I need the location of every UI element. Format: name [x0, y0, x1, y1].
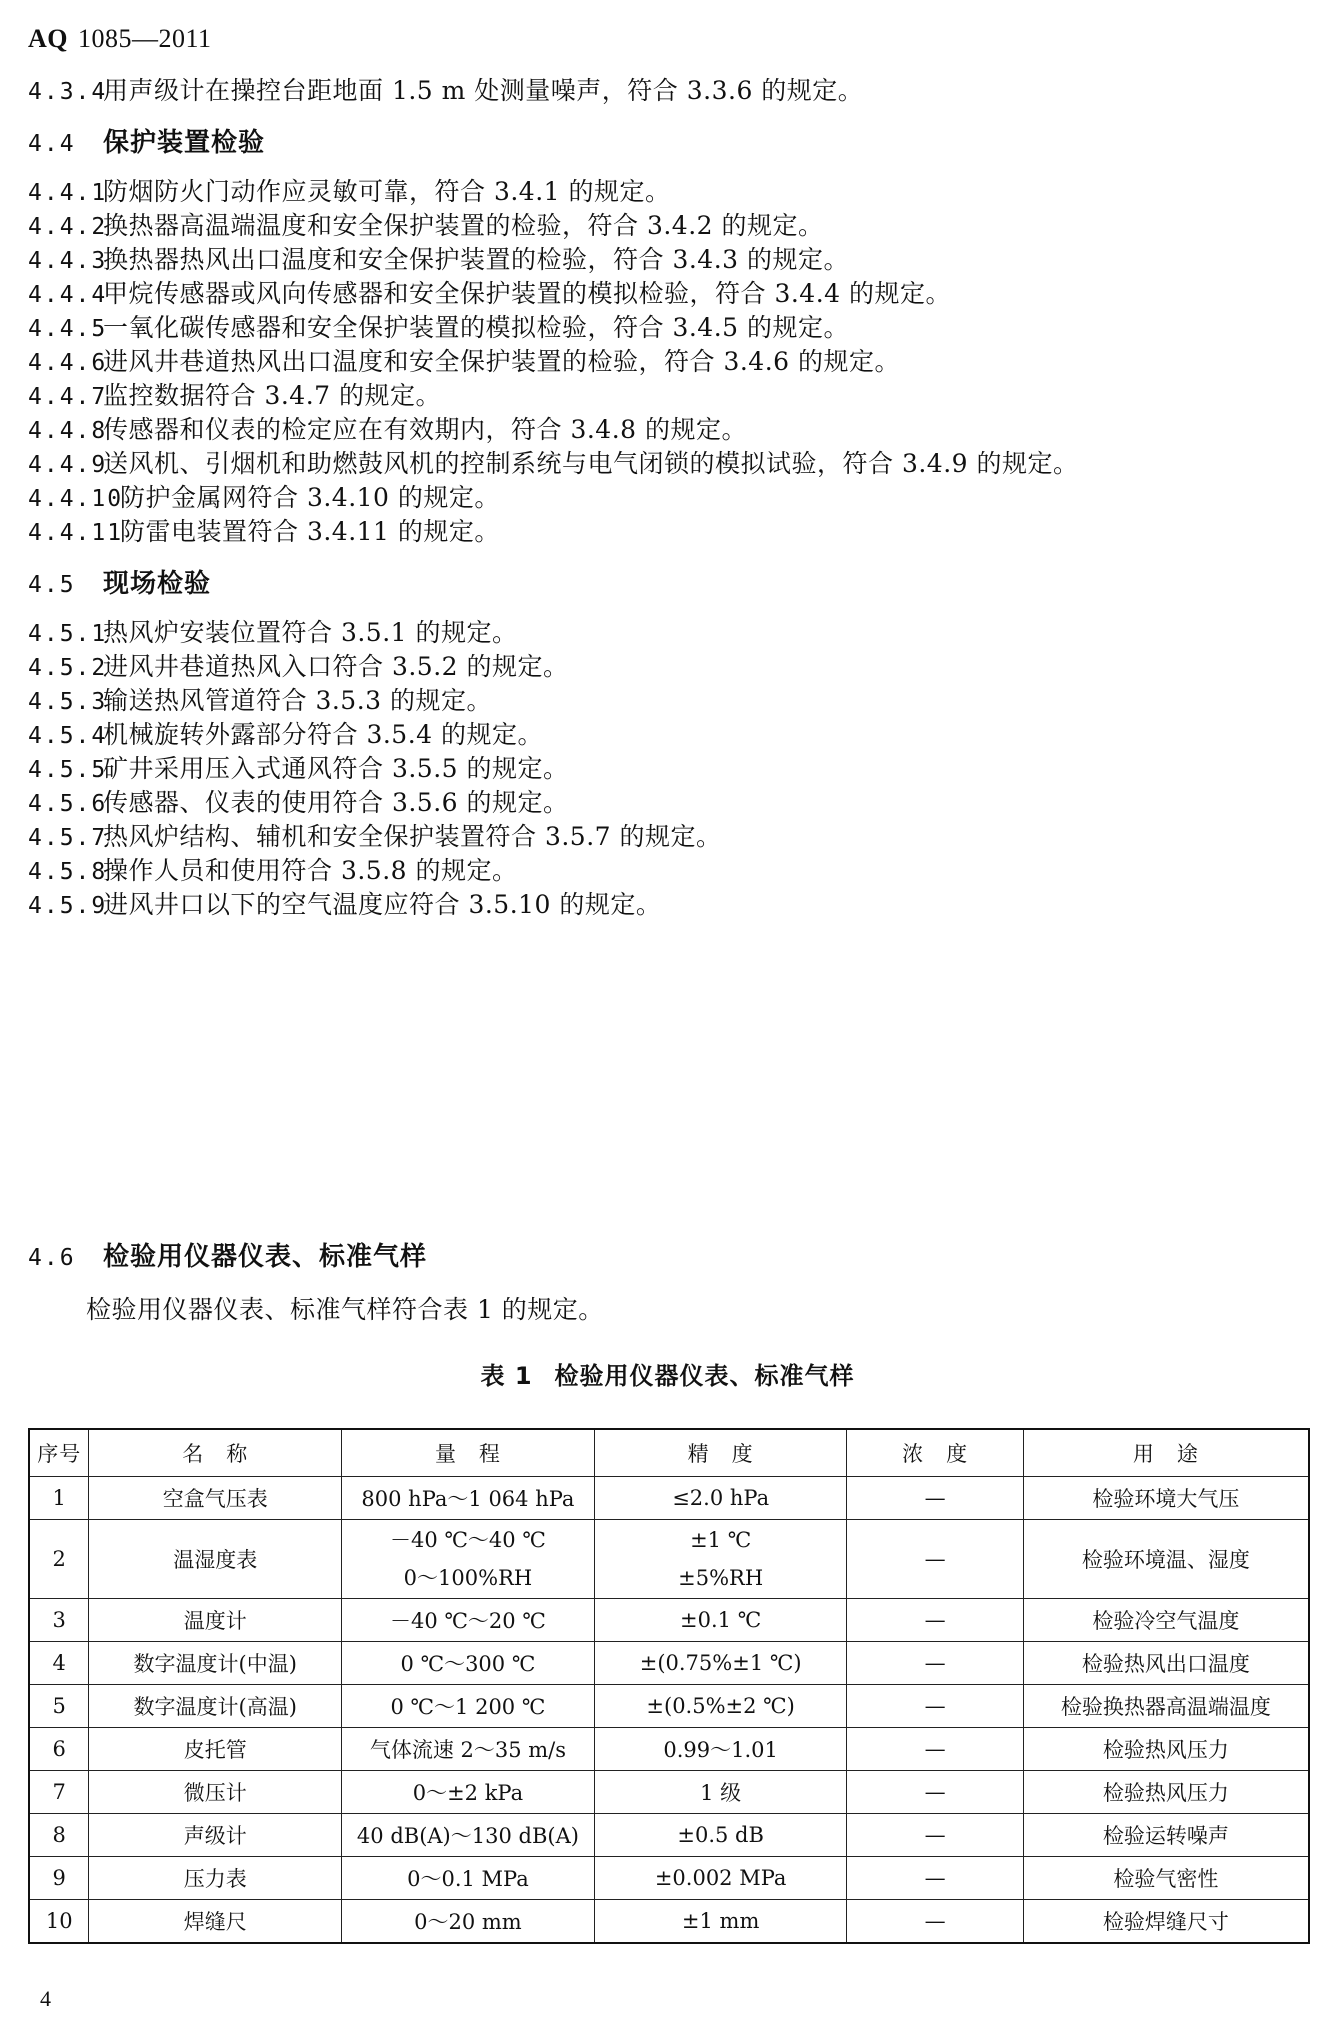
cell-range: 40 dB(A)～130 dB(A)	[342, 1814, 595, 1857]
table-row	[29, 1642, 1309, 1685]
clause-4-4-1	[28, 175, 671, 210]
table-caption	[0, 1356, 1335, 1391]
page-header	[28, 24, 212, 54]
cell-use: 检验气密性	[1023, 1857, 1309, 1900]
cell-range: 0～±2 kPa	[342, 1771, 595, 1814]
clause-4-4-2	[28, 209, 824, 244]
cell-range	[342, 1520, 595, 1599]
cell-use: 检验环境温、湿度	[1023, 1520, 1309, 1599]
standard-code: AQ	[28, 24, 68, 53]
clause-text: 传感器、仪表的使用符合 3.5.6 的规定。	[103, 788, 569, 817]
clause-4-5-5	[28, 752, 569, 787]
section-number: 4.6	[28, 1245, 76, 1271]
section-title: 检验用仪器仪表、标准气样	[103, 1242, 428, 1272]
cell-no: 4	[29, 1642, 89, 1685]
section-4-6-heading	[28, 1240, 427, 1275]
cell-concentration: —	[847, 1477, 1023, 1520]
clause-4-5-2	[28, 650, 569, 685]
cell-precision: ±1 mm	[594, 1900, 847, 1944]
clause-text: 监控数据符合 3.4.7 的规定。	[103, 381, 442, 410]
cell-concentration: —	[847, 1520, 1023, 1599]
clause-number: 4.4.5	[28, 316, 108, 342]
cell-use: 检验换热器高温端温度	[1023, 1685, 1309, 1728]
cell-no: 3	[29, 1599, 89, 1642]
clause-number: 4.3.4	[28, 79, 108, 105]
cell-name: 压力表	[89, 1857, 342, 1900]
cell-precision-line: ±1 ℃	[690, 1528, 752, 1552]
clause-number: 4.5.7	[28, 825, 108, 851]
cell-range-line: －40 ℃～40 ℃	[390, 1528, 546, 1552]
table-header-row	[29, 1429, 1309, 1477]
clause-4-4-4	[28, 277, 951, 312]
section-number: 4.4	[28, 131, 76, 157]
clause-4-5-4	[28, 718, 543, 753]
cell-precision	[594, 1520, 847, 1599]
clause-4-4-8	[28, 413, 747, 448]
clause-number: 4.4.1	[28, 180, 108, 206]
paragraph-4-6: 检验用仪器仪表、标准气样符合表 1 的规定。	[86, 1295, 604, 1324]
cell-concentration: —	[847, 1728, 1023, 1771]
cell-name: 数字温度计(中温)	[89, 1642, 342, 1685]
clause-text: 防雷电装置符合 3.4.11 的规定。	[120, 517, 500, 546]
cell-use: 检验热风压力	[1023, 1771, 1309, 1814]
cell-concentration: —	[847, 1599, 1023, 1642]
clause-number: 4.4.3	[28, 248, 108, 274]
clause-text: 一氧化碳传感器和安全保护装置的模拟检验，符合 3.4.5 的规定。	[103, 313, 850, 342]
cell-use: 检验热风出口温度	[1023, 1642, 1309, 1685]
cell-name: 温度计	[89, 1599, 342, 1642]
clause-4-4-3	[28, 243, 849, 278]
cell-precision: ±(0.75%±1 ℃)	[594, 1642, 847, 1685]
clause-4-4-7	[28, 379, 441, 414]
cell-name: 皮托管	[89, 1728, 342, 1771]
clause-text: 甲烷传感器或风向传感器和安全保护装置的模拟检验，符合 3.4.4 的规定。	[103, 279, 952, 308]
clause-number: 4.4.10	[28, 486, 124, 512]
clause-text: 防护金属网符合 3.4.10 的规定。	[120, 483, 500, 512]
cell-name: 微压计	[89, 1771, 342, 1814]
col-header-concentration: 浓 度	[847, 1429, 1023, 1477]
clause-text: 进风井口以下的空气温度应符合 3.5.10 的规定。	[103, 890, 662, 919]
cell-range: 800 hPa～1 064 hPa	[342, 1477, 595, 1520]
cell-concentration: —	[847, 1771, 1023, 1814]
cell-no: 1	[29, 1477, 89, 1520]
cell-name: 声级计	[89, 1814, 342, 1857]
section-title: 保护装置检验	[103, 128, 266, 158]
cell-use: 检验热风压力	[1023, 1728, 1309, 1771]
clause-4-5-9	[28, 888, 661, 923]
cell-range: －40 ℃～20 ℃	[342, 1599, 595, 1642]
table-row	[29, 1599, 1309, 1642]
cell-concentration: —	[847, 1814, 1023, 1857]
col-header-range: 量 程	[342, 1429, 595, 1477]
cell-name: 温湿度表	[89, 1520, 342, 1599]
clause-4-5-7	[28, 820, 722, 855]
clause-text: 防烟防火门动作应灵敏可靠，符合 3.4.1 的规定。	[103, 177, 671, 206]
cell-name: 数字温度计(高温)	[89, 1685, 342, 1728]
standard-number: 1085—2011	[78, 24, 212, 53]
cell-concentration: —	[847, 1900, 1023, 1944]
clause-number: 4.5.3	[28, 689, 108, 715]
clause-text: 热风炉结构、辅机和安全保护装置符合 3.5.7 的规定。	[103, 822, 722, 851]
table-row	[29, 1685, 1309, 1728]
cell-no: 8	[29, 1814, 89, 1857]
cell-concentration: —	[847, 1857, 1023, 1900]
cell-precision: 0.99～1.01	[594, 1728, 847, 1771]
clause-number: 4.4.4	[28, 282, 108, 308]
table-row	[29, 1771, 1309, 1814]
cell-precision: ±0.1 ℃	[594, 1599, 847, 1642]
table-caption-title: 检验用仪器仪表、标准气样	[554, 1362, 855, 1390]
clause-text: 进风井巷道热风出口温度和安全保护装置的检验，符合 3.4.6 的规定。	[103, 347, 901, 376]
clause-number: 4.5.1	[28, 621, 108, 647]
cell-no: 10	[29, 1900, 89, 1944]
clause-4-4-11	[28, 515, 500, 550]
clause-4-5-1	[28, 616, 518, 651]
clause-text: 操作人员和使用符合 3.5.8 的规定。	[103, 856, 518, 885]
clause-text: 送风机、引烟机和助燃鼓风机的控制系统与电气闭锁的模拟试验，符合 3.4.9 的规定。	[103, 449, 1079, 478]
clause-number: 4.5.6	[28, 791, 108, 817]
cell-precision: ≤2.0 hPa	[594, 1477, 847, 1520]
clause-number: 4.4.6	[28, 350, 108, 376]
clause-number: 4.4.8	[28, 418, 108, 444]
cell-name: 焊缝尺	[89, 1900, 342, 1944]
clause-text: 进风井巷道热风入口符合 3.5.2 的规定。	[103, 652, 569, 681]
clause-4-5-6	[28, 786, 569, 821]
clause-text: 用声级计在操控台距地面 1.5 m 处测量噪声，符合 3.3.6 的规定。	[103, 76, 864, 105]
clause-text: 换热器热风出口温度和安全保护装置的检验，符合 3.4.3 的规定。	[103, 245, 850, 274]
cell-no: 2	[29, 1520, 89, 1599]
clause-number: 4.4.9	[28, 452, 108, 478]
clause-4-4-10	[28, 481, 500, 516]
cell-name: 空盒气压表	[89, 1477, 342, 1520]
clause-4-4-5	[28, 311, 849, 346]
clause-text: 机械旋转外露部分符合 3.5.4 的规定。	[103, 720, 544, 749]
clause-number: 4.5.2	[28, 655, 108, 681]
table-caption-number: 表 1	[480, 1362, 533, 1390]
clause-4-5-3	[28, 684, 492, 719]
cell-concentration: —	[847, 1642, 1023, 1685]
cell-concentration: —	[847, 1685, 1023, 1728]
page-number: 4	[40, 1986, 51, 2011]
clause-text: 热风炉安装位置符合 3.5.1 的规定。	[103, 618, 518, 647]
cell-range: 0～20 mm	[342, 1900, 595, 1944]
cell-range: 0 ℃～1 200 ℃	[342, 1685, 595, 1728]
table-row	[29, 1728, 1309, 1771]
col-header-precision: 精 度	[594, 1429, 847, 1477]
clause-number: 4.5.9	[28, 893, 108, 919]
table-row	[29, 1857, 1309, 1900]
clause-4-3-4	[28, 74, 863, 109]
cell-use: 检验环境大气压	[1023, 1477, 1309, 1520]
cell-no: 6	[29, 1728, 89, 1771]
clause-number: 4.4.7	[28, 384, 108, 410]
cell-use: 检验焊缝尺寸	[1023, 1900, 1309, 1944]
section-number: 4.5	[28, 572, 76, 598]
cell-use: 检验冷空气温度	[1023, 1599, 1309, 1642]
cell-range: 0 ℃～300 ℃	[342, 1642, 595, 1685]
clause-number: 4.4.11	[28, 520, 124, 546]
clause-text: 矿井采用压入式通风符合 3.5.5 的规定。	[103, 754, 569, 783]
table-row	[29, 1520, 1309, 1599]
table-row	[29, 1814, 1309, 1857]
clause-4-4-6	[28, 345, 900, 380]
cell-no: 5	[29, 1685, 89, 1728]
section-title: 现场检验	[103, 569, 212, 599]
cell-use: 检验运转噪声	[1023, 1814, 1309, 1857]
clause-number: 4.5.5	[28, 757, 108, 783]
cell-precision-line: ±5%RH	[678, 1566, 764, 1590]
clause-text: 换热器高温端温度和安全保护装置的检验，符合 3.4.2 的规定。	[103, 211, 824, 240]
clause-text: 输送热风管道符合 3.5.3 的规定。	[103, 686, 493, 715]
section-4-5-heading	[28, 567, 211, 602]
cell-range: 气体流速 2～35 m/s	[342, 1728, 595, 1771]
clause-text: 传感器和仪表的检定应在有效期内，符合 3.4.8 的规定。	[103, 415, 748, 444]
cell-precision: ±0.002 MPa	[594, 1857, 847, 1900]
cell-range-line: 0～100%RH	[403, 1566, 533, 1590]
cell-no: 7	[29, 1771, 89, 1814]
cell-precision: 1 级	[594, 1771, 847, 1814]
table-row	[29, 1900, 1309, 1944]
cell-no: 9	[29, 1857, 89, 1900]
cell-precision: ±(0.5%±2 ℃)	[594, 1685, 847, 1728]
cell-range: 0～0.1 MPa	[342, 1857, 595, 1900]
clause-number: 4.4.2	[28, 214, 108, 240]
clause-4-4-9	[28, 447, 1079, 482]
section-4-4-heading	[28, 126, 265, 161]
cell-precision: ±0.5 dB	[594, 1814, 847, 1857]
col-header-use: 用 途	[1023, 1429, 1309, 1477]
clause-4-5-8	[28, 854, 518, 889]
col-header-name: 名 称	[89, 1429, 342, 1477]
clause-number: 4.5.8	[28, 859, 108, 885]
table-row	[29, 1477, 1309, 1520]
instruments-table	[28, 1428, 1310, 1944]
clause-number: 4.5.4	[28, 723, 108, 749]
col-header-no: 序号	[29, 1429, 89, 1477]
